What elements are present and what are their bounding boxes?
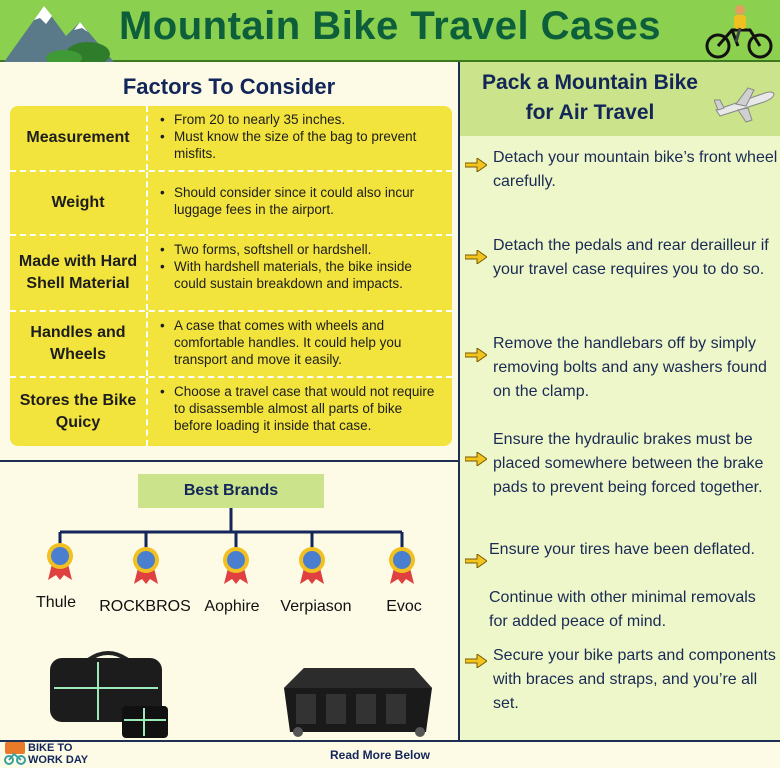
bike-to-work-logo-icon: [4, 741, 26, 765]
pack-title: [460, 68, 720, 128]
arrow-right-icon: [465, 158, 487, 172]
factors-table: [10, 106, 452, 446]
factor-point: • Choose a travel case that would not require to disassemble almost all parts of bike before loading it inside that case.: [156, 383, 444, 434]
factor-name: Measurement: [10, 106, 148, 170]
pack-title-line1: Pack a Mountain Bike: [482, 71, 698, 94]
pack-step-text: Ensure your tires have been deflated.: [489, 541, 755, 558]
brand-rockbros: ROCKBROS: [99, 598, 191, 615]
brand-thule: Thule: [35, 594, 77, 611]
factor-name: Stores the Bike Quicy: [10, 378, 148, 446]
medal-icon: [130, 546, 162, 586]
factor-row: [10, 106, 452, 172]
pack-panel: [460, 62, 780, 740]
pack-step-text: Detach the pedals and rear derailleur if your travel case requires you to do so.: [493, 237, 769, 278]
factor-point: • From 20 to nearly 35 inches.: [156, 111, 444, 128]
medal-icon: [220, 546, 252, 586]
factor-row: [10, 172, 452, 236]
factor-point: • Must know the size of the bag to prevent misfits.: [156, 128, 444, 162]
arrow-right-icon: [465, 250, 487, 264]
logo-line2: WORK DAY: [28, 754, 89, 766]
brand-aophire: Aophire: [204, 598, 260, 615]
arrow-right-icon: [465, 348, 487, 362]
factors-title: Factors To Consider: [122, 74, 336, 99]
arrow-right-icon: [465, 654, 487, 668]
read-more-link[interactable]: Read More Below: [330, 748, 431, 762]
pack-step-text: Secure your bike parts and components with braces and straps, and you’re all set.: [493, 647, 776, 712]
brand-verpiason: Verpiason: [280, 598, 352, 615]
factors-panel: [0, 62, 458, 460]
factor-point: • Should consider since it could also incur luggage fees in the airport.: [156, 184, 444, 218]
soft-bike-case-image: [48, 648, 172, 740]
pack-title-line2: for Air Travel: [525, 101, 655, 124]
medal-icon: [296, 546, 328, 586]
factor-point: • A case that comes with wheels and comfortable handles. It could help you transport and move it easily.: [156, 317, 444, 368]
logo-line1: BIKE TO: [28, 742, 73, 754]
section-divider: [0, 460, 458, 462]
arrow-right-icon: [465, 554, 487, 568]
best-brands-title: Best Brands: [138, 474, 324, 508]
logo-text: [28, 742, 88, 766]
factor-row: [10, 236, 452, 312]
factor-name: Weight: [10, 172, 148, 234]
cyclist-icon: [704, 2, 776, 60]
airplane-icon: [714, 84, 776, 124]
factor-name: Made with Hard Shell Material: [10, 236, 148, 310]
factor-point: • Two forms, softshell or hardshell.: [156, 241, 444, 258]
medal-icon: [44, 542, 76, 582]
factor-row: [10, 312, 452, 378]
factor-row: [10, 378, 452, 446]
brand-evoc: Evoc: [386, 598, 422, 615]
pack-step-text: Remove the handlebars off by simply removing bolts and any washers found on the clamp.: [493, 335, 767, 400]
arrow-right-icon: [465, 452, 487, 466]
factor-point: • With hardshell materials, the bike inside could sustain breakdown and impacts.: [156, 258, 444, 292]
pack-step-text: Ensure the hydraulic brakes must be placed somewhere between the brake pads to prevent being forced together.: [493, 431, 764, 496]
pack-step-text: Detach your mountain bike’s front wheel carefully.: [493, 149, 778, 190]
pack-step-text: Continue with other minimal removals for added peace of mind.: [489, 589, 756, 630]
factor-name: Handles and Wheels: [10, 312, 148, 376]
page-title: Mountain Bike Travel Cases: [118, 4, 662, 48]
medal-icon: [386, 546, 418, 586]
hard-bike-case-image: [276, 662, 436, 738]
